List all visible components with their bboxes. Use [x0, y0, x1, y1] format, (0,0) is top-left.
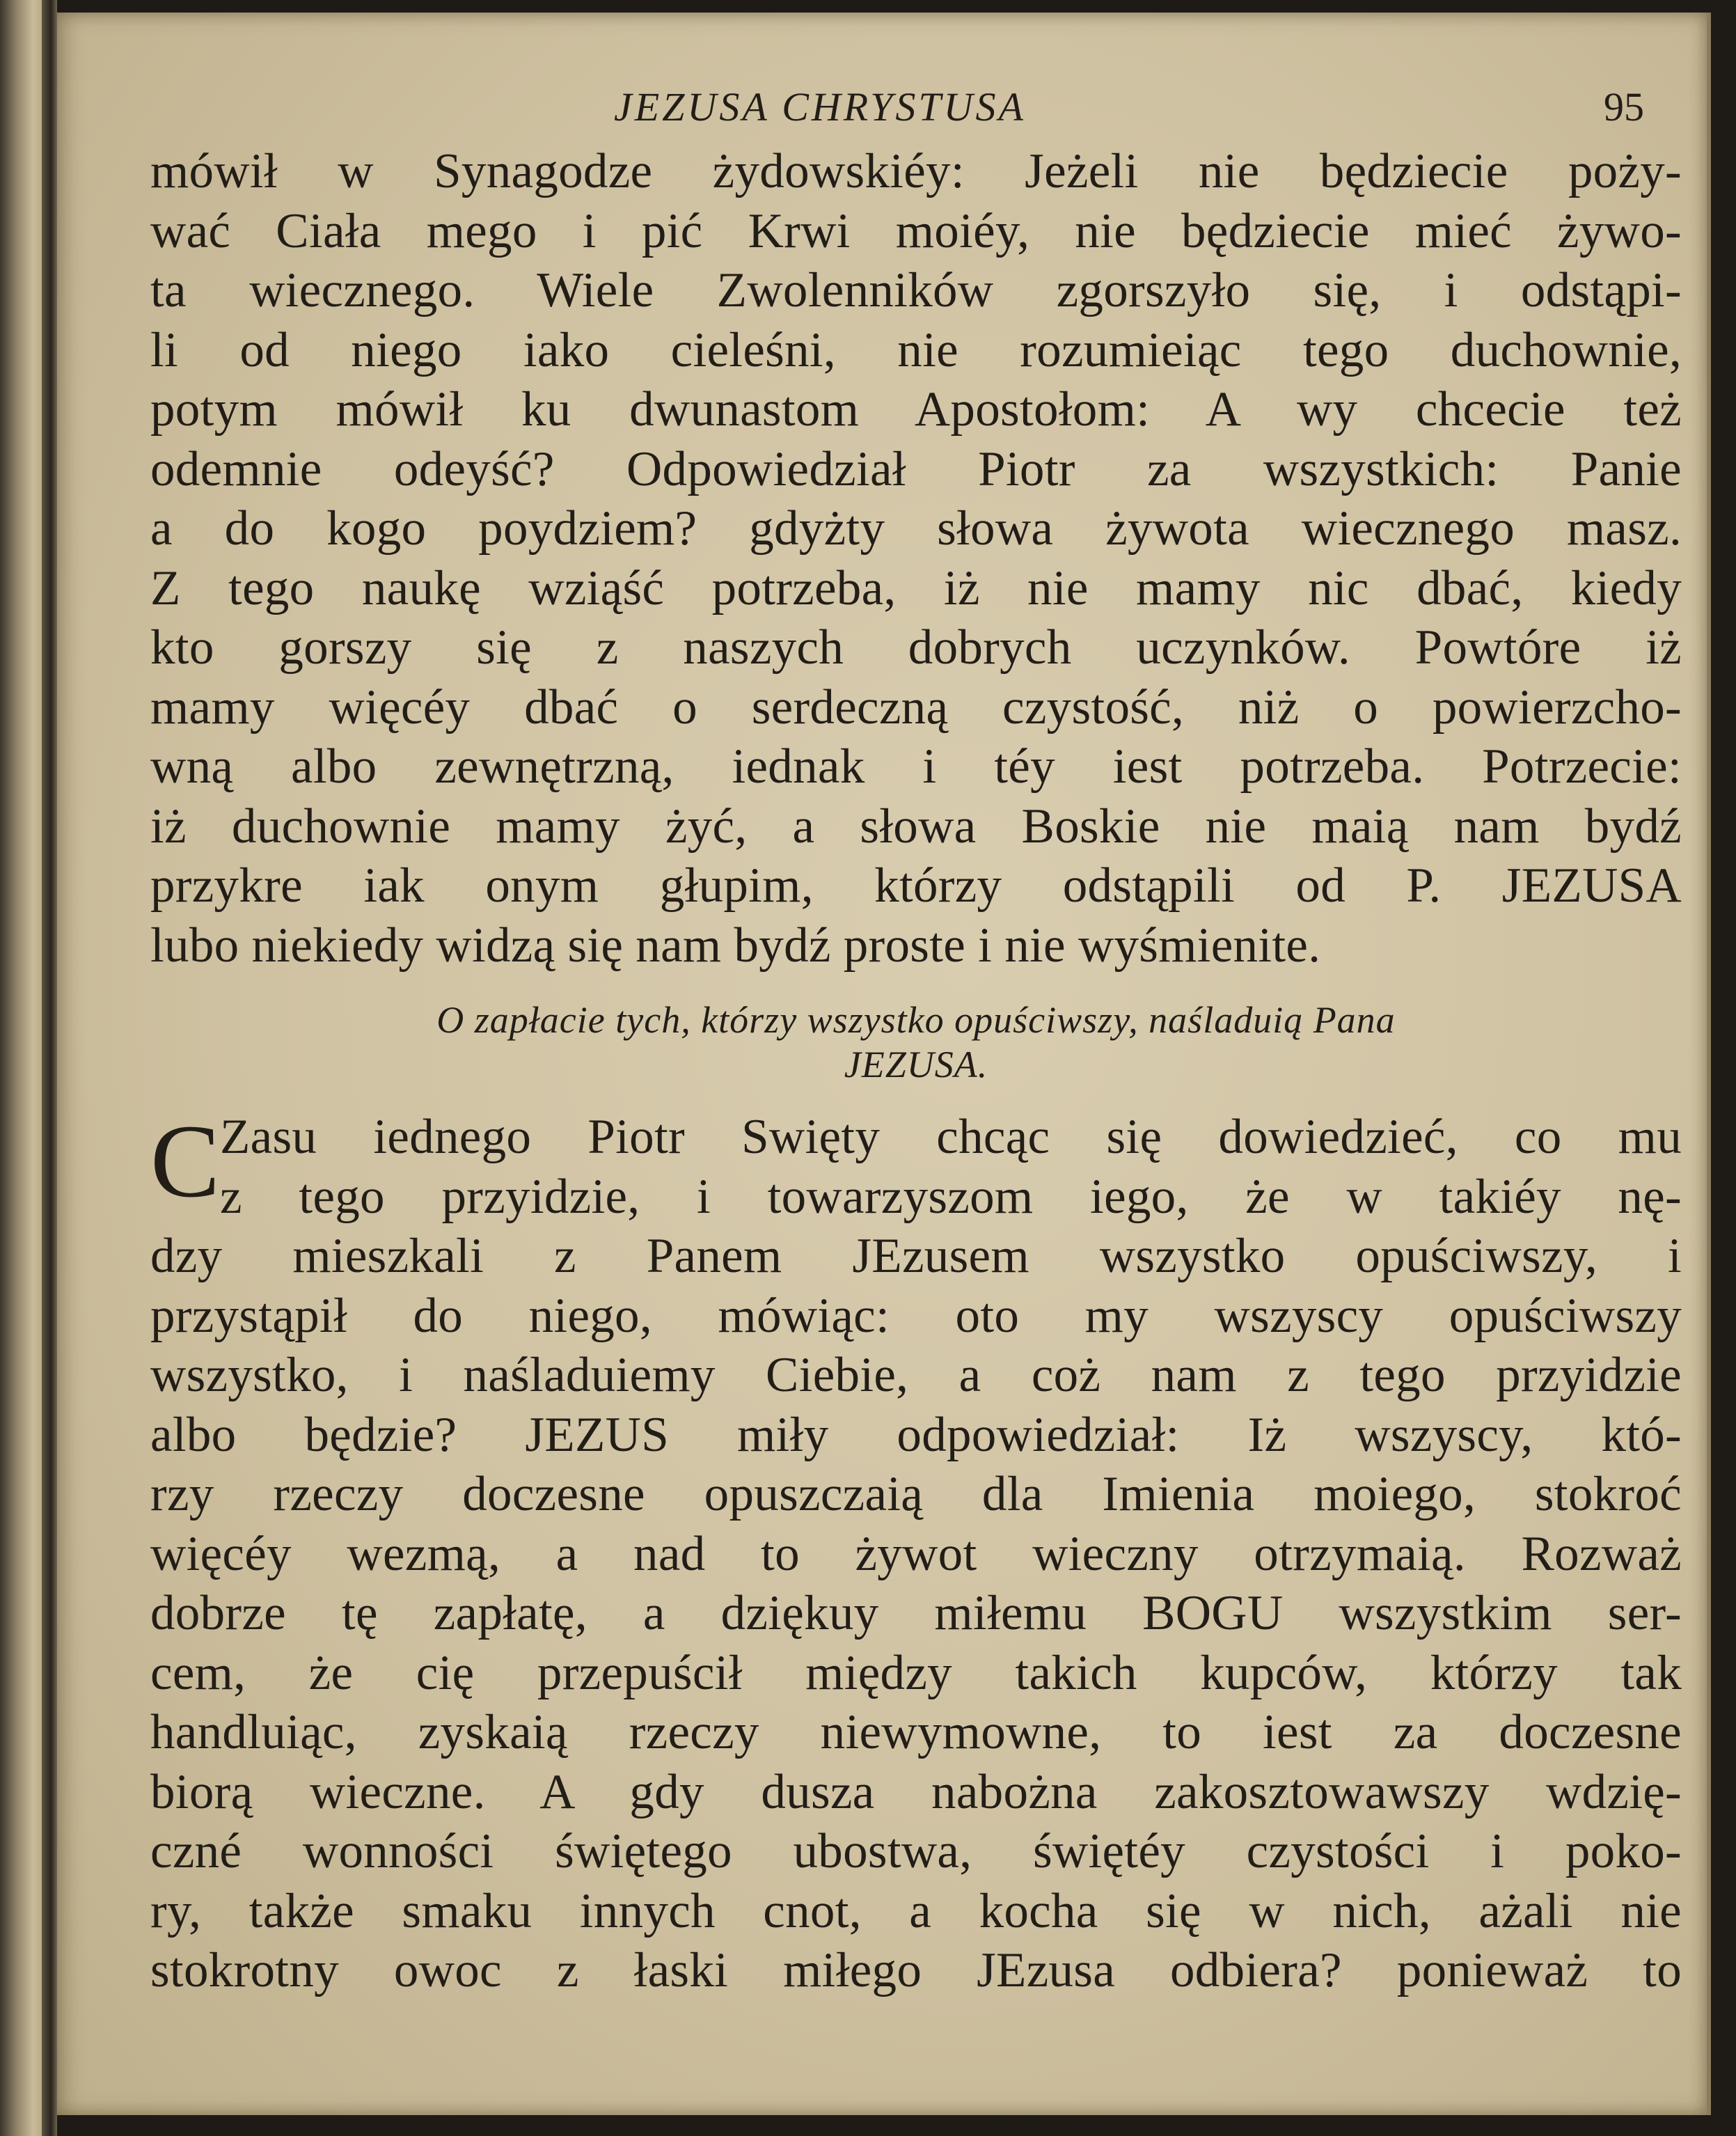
text-line: li od niego iako cieleśni, nie rozumieiąc tego duchownie,: [150, 322, 1682, 377]
text-line: więcéy wezmą, a nad to żywot wieczny otrzymaią. Rozważ: [150, 1526, 1682, 1581]
text-line: stokrotny owoc z łaski miłego JEzusa odbiera? ponieważ to: [150, 1943, 1682, 1997]
page-number: 95: [1604, 84, 1644, 129]
drop-cap: C: [150, 1104, 221, 1219]
section-heading-line: O zapłacie tych, którzy wszystko opuściwszy, naśladuią Pana: [436, 999, 1396, 1041]
running-title: JEZUSA CHRYSTUSA: [614, 84, 1026, 129]
section-heading: [150, 998, 1682, 1087]
book-page: [57, 13, 1711, 2115]
text-line: potym mówił ku dwunastom Apostołom: A wy chcecie też: [150, 382, 1682, 437]
book-gutter: [42, 0, 57, 2136]
section-heading-line: JEZUSA.: [844, 1044, 988, 1085]
text-line: lubo niekiedy widzą się nam bydź proste i nie wyśmienite.: [150, 918, 1321, 973]
text-line: rzy rzeczy doczesne opuszczaią dla Imienia moiego, stokroć: [150, 1467, 1682, 1521]
text-line: przykre iak onym głupim, którzy odstąpili od P. JEZUSA: [150, 858, 1682, 913]
text-line: iż duchownie mamy żyć, a słowa Boskie nie maią nam bydź: [150, 799, 1682, 854]
paragraph-1: [150, 142, 1682, 975]
text-line: czné wonności świętego ubostwa, świętéy czystości i poko-: [150, 1824, 1682, 1878]
text-line: Z tego naukę wziąść potrzeba, iż nie mamy nic dbać, kiedy: [150, 560, 1682, 615]
text-line: kto gorszy się z naszych dobrych uczynków. Powtóre iż: [150, 620, 1682, 675]
text-block: [150, 142, 1682, 2001]
text-line: ta wiecznego. Wiele Zwolenników zgorszyło się, i odstąpi-: [150, 263, 1682, 317]
text-line: dzy mieszkali z Panem JEzusem wszystko opuściwszy, i: [150, 1229, 1682, 1283]
text-line: wszystko, i naśladuiemy Ciebie, a coż nam z tego przyidzie: [150, 1348, 1682, 1402]
text-line: handluiąc, zyskaią rzeczy niewymowne, to iest za doczesne: [150, 1705, 1682, 1759]
facing-page-edge: [0, 0, 42, 2136]
text-line: albo będzie? JEZUS miły odpowiedział: Iż wszyscy, któ-: [150, 1407, 1682, 1462]
text-line: dobrze tę zapłatę, a dziękuy miłemu BOGU wszystkim ser-: [150, 1586, 1682, 1640]
text-line: cem, że cię przepuścił między takich kupców, którzy tak: [150, 1645, 1682, 1700]
paragraph-2: [150, 1104, 1682, 2001]
text-line: mówił w Synagodze żydowskiéy: Jeżeli nie będziecie poży-: [150, 144, 1682, 198]
text-line: odemnie odeyść? Odpowiedział Piotr za wszystkich: Panie: [150, 441, 1682, 496]
first-line-text: Zasu iednego Piotr Swięty chcąc się dowiedzieć, co mu: [220, 1110, 1682, 1164]
text-line: ry, także smaku innych cnot, a kocha się w nich, ażali nie: [150, 1883, 1682, 1938]
running-head: [57, 84, 1707, 139]
text-line: a do kogo poydziem? gdyżty słowa żywota wiecznego masz.: [150, 501, 1682, 556]
text-line: wać Ciała mego i pić Krwi moiéy, nie będziecie mieć żywo-: [150, 203, 1682, 258]
text-line: mamy więcéy dbać o serdeczną czystość, niż o powierzcho-: [150, 680, 1682, 735]
text-line: z tego przyidzie, i towarzyszom iego, że w takiéy nę-: [220, 1169, 1682, 1224]
text-line: biorą wieczne. A gdy dusza nabożna zakosztowawszy wdzię-: [150, 1764, 1682, 1819]
text-line: przystąpił do niego, mówiąc: oto my wszyscy opuściwszy: [150, 1288, 1682, 1343]
text-line: wną albo zewnętrzną, iednak i téy iest potrzeba. Potrzecie:: [150, 739, 1682, 794]
